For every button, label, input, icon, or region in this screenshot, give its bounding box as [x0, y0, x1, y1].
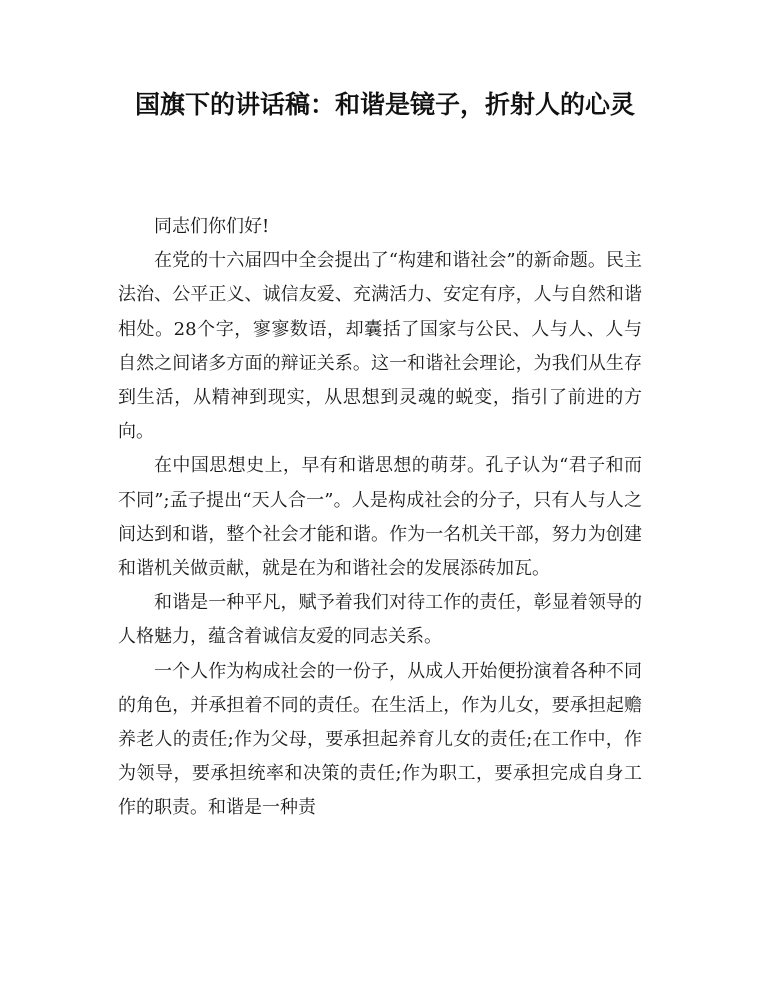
paragraph-responsibility: 一个人作为构成社会的一份子，从成人开始便扮演着各种不同的角色，并承担着不同的责任。在生活上，作为儿女，要承担起赡养老人的责任;作为父母，要承担起养育儿女的责任;在工作中，作为领导，要承担统率和决策的责任;作为职工，要承担完成自身工作的职责。和谐是一种责: [118, 660, 642, 819]
paragraph-greeting: 同志们你们好!: [154, 216, 270, 237]
paragraph-harmony-ordinary: 和谐是一种平凡，赋予着我们对待工作的责任，彰显着领导的人格魅力，蕴含着诚信友爱的同志关系。: [118, 592, 642, 648]
paragraph-harmonious-society: 在党的十六届四中全会提出了“构建和谐社会”的新命题。民主法治、公平正义、诚信友爱、充满活力、安定有序，人与自然和谐相处。28个字，寥寥数语，却囊括了国家与公民、人与人、人与自然之间诸多方面的辩证关系。这一和谐社会理论，为我们从生存到生活，从精神到现实，从思想到灵魂的蜕变，指引了前进的方向。: [118, 250, 642, 443]
document-body: [118, 210, 642, 826]
document-title: 国旗下的讲话稿：和谐是镜子，折射人的心灵: [134, 90, 635, 119]
paragraph-chinese-thought: 在中国思想史上，早有和谐思想的萌芽。孔子认为“君子和而不同”;孟子提出“天人合一”。人是构成社会的分子，只有人与人之间达到和谐，整个社会才能和谐。作为一名机关干部，努力为创建和谐机关做贡献，就是在为和谐社会的发展添砖加瓦。: [118, 455, 642, 580]
